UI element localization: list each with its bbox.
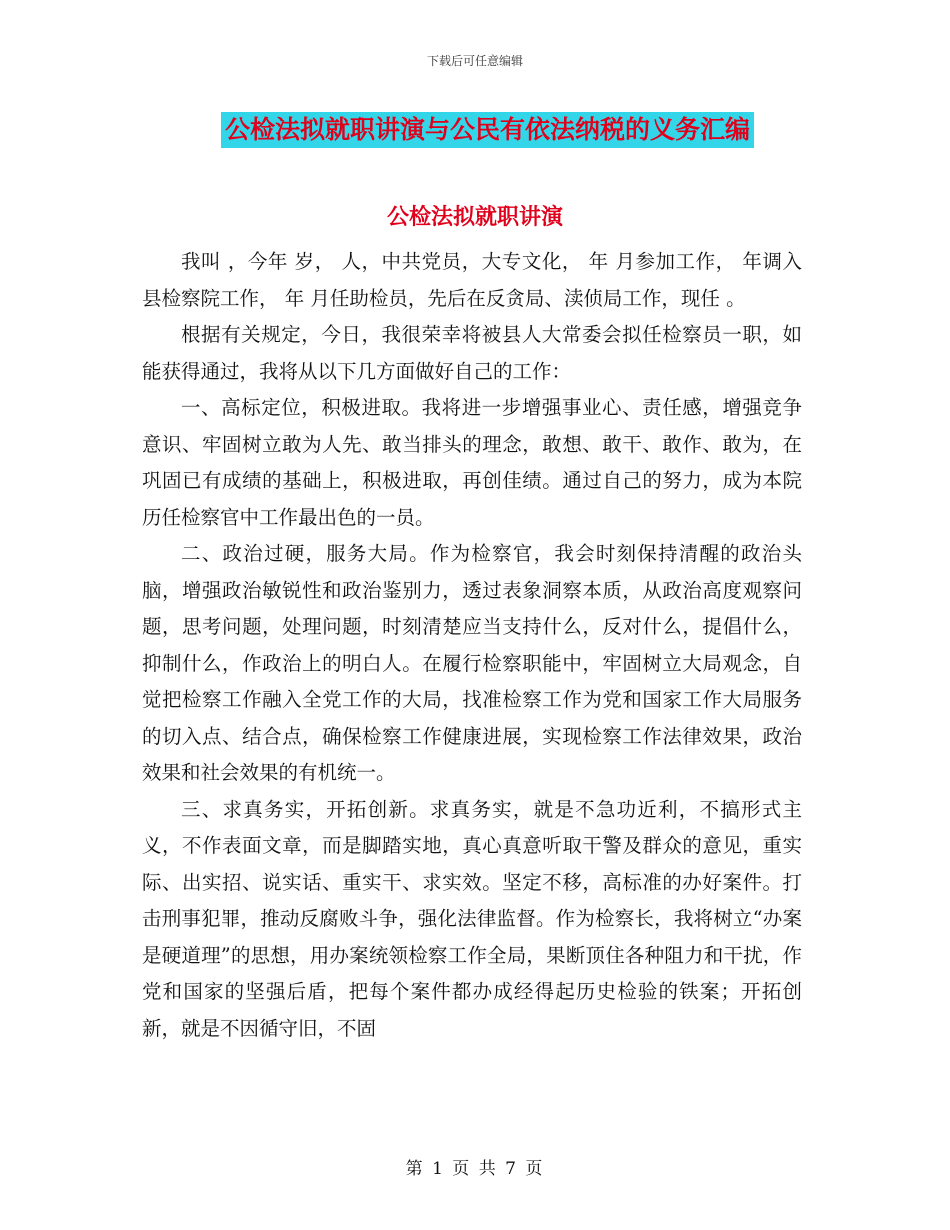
body-paragraph: 根据有关规定，今日，我很荣幸将被县人大常委会拟任检察员一职，如能获得通过，我将从以下几方面做好自己的工作： bbox=[142, 323, 802, 383]
section-title: 公检法拟就职讲演 bbox=[386, 205, 563, 230]
page-footer-number: 第 1 页 共 7 页 bbox=[405, 1159, 545, 1179]
document-body bbox=[142, 244, 802, 1047]
document-main-title: 公检法拟就职讲演与公民有依法纳税的义务汇编 bbox=[221, 112, 754, 148]
body-paragraph: 三、求真务实，开拓创新。求真务实，就是不急功近利，不搞形式主义，不作表面文章，而是脚踏实地，真心真意听取干警及群众的意见，重实际、出实招、说实话、重实干、求实效。坚定不移，高标准的办好案件。打击刑事犯罪，推动反腐败斗争，强化法律监督。作为检察长，我将树立“办案是硬道理”的思想，用办案统领检察工作全局，果断顶住各种阻力和干扰，作党和国家的坚强后盾，把每个案件都办成经得起历史检验的铁案；开拓创新，就是不因循守旧，不固 bbox=[142, 797, 802, 1040]
body-paragraph: 二、政治过硬，服务大局。作为检察官，我会时刻保持清醒的政治头脑，增强政治敏锐性和政治鉴别力，透过表象洞察本质，从政治高度观察问题，思考问题，处理问题，时刻清楚应当支持什么，反对什么，提倡什么，抑制什么，作政治上的明白人。在履行检察职能中，牢固树立大局观念，自觉把检察工作融入全党工作的大局，找准检察工作为党和国家工作大局服务的切入点、结合点，确保检察工作健康进展，实现检察工作法律效果，政治效果和社会效果的有机统一。 bbox=[142, 542, 802, 784]
page-header-note: 下载后可任意编辑 bbox=[426, 54, 523, 68]
body-paragraph: 一、高标定位，积极进取。我将进一步增强事业心、责任感，增强竞争意识、牢固树立敢为人先、敢当排头的理念，敢想、敢干、敢作、敢为，在巩固已有成绩的基础上，积极进取，再创佳绩。通过自己的努力，成为本院历任检察官中工作最出色的一员。 bbox=[142, 396, 802, 529]
body-paragraph: 我叫 ，今年 岁， 人，中共党员，大专文化， 年 月参加工作， 年调入县检察院工作， 年 月任助检员，先后在反贪局、渎侦局工作，现任 。 bbox=[142, 250, 802, 310]
